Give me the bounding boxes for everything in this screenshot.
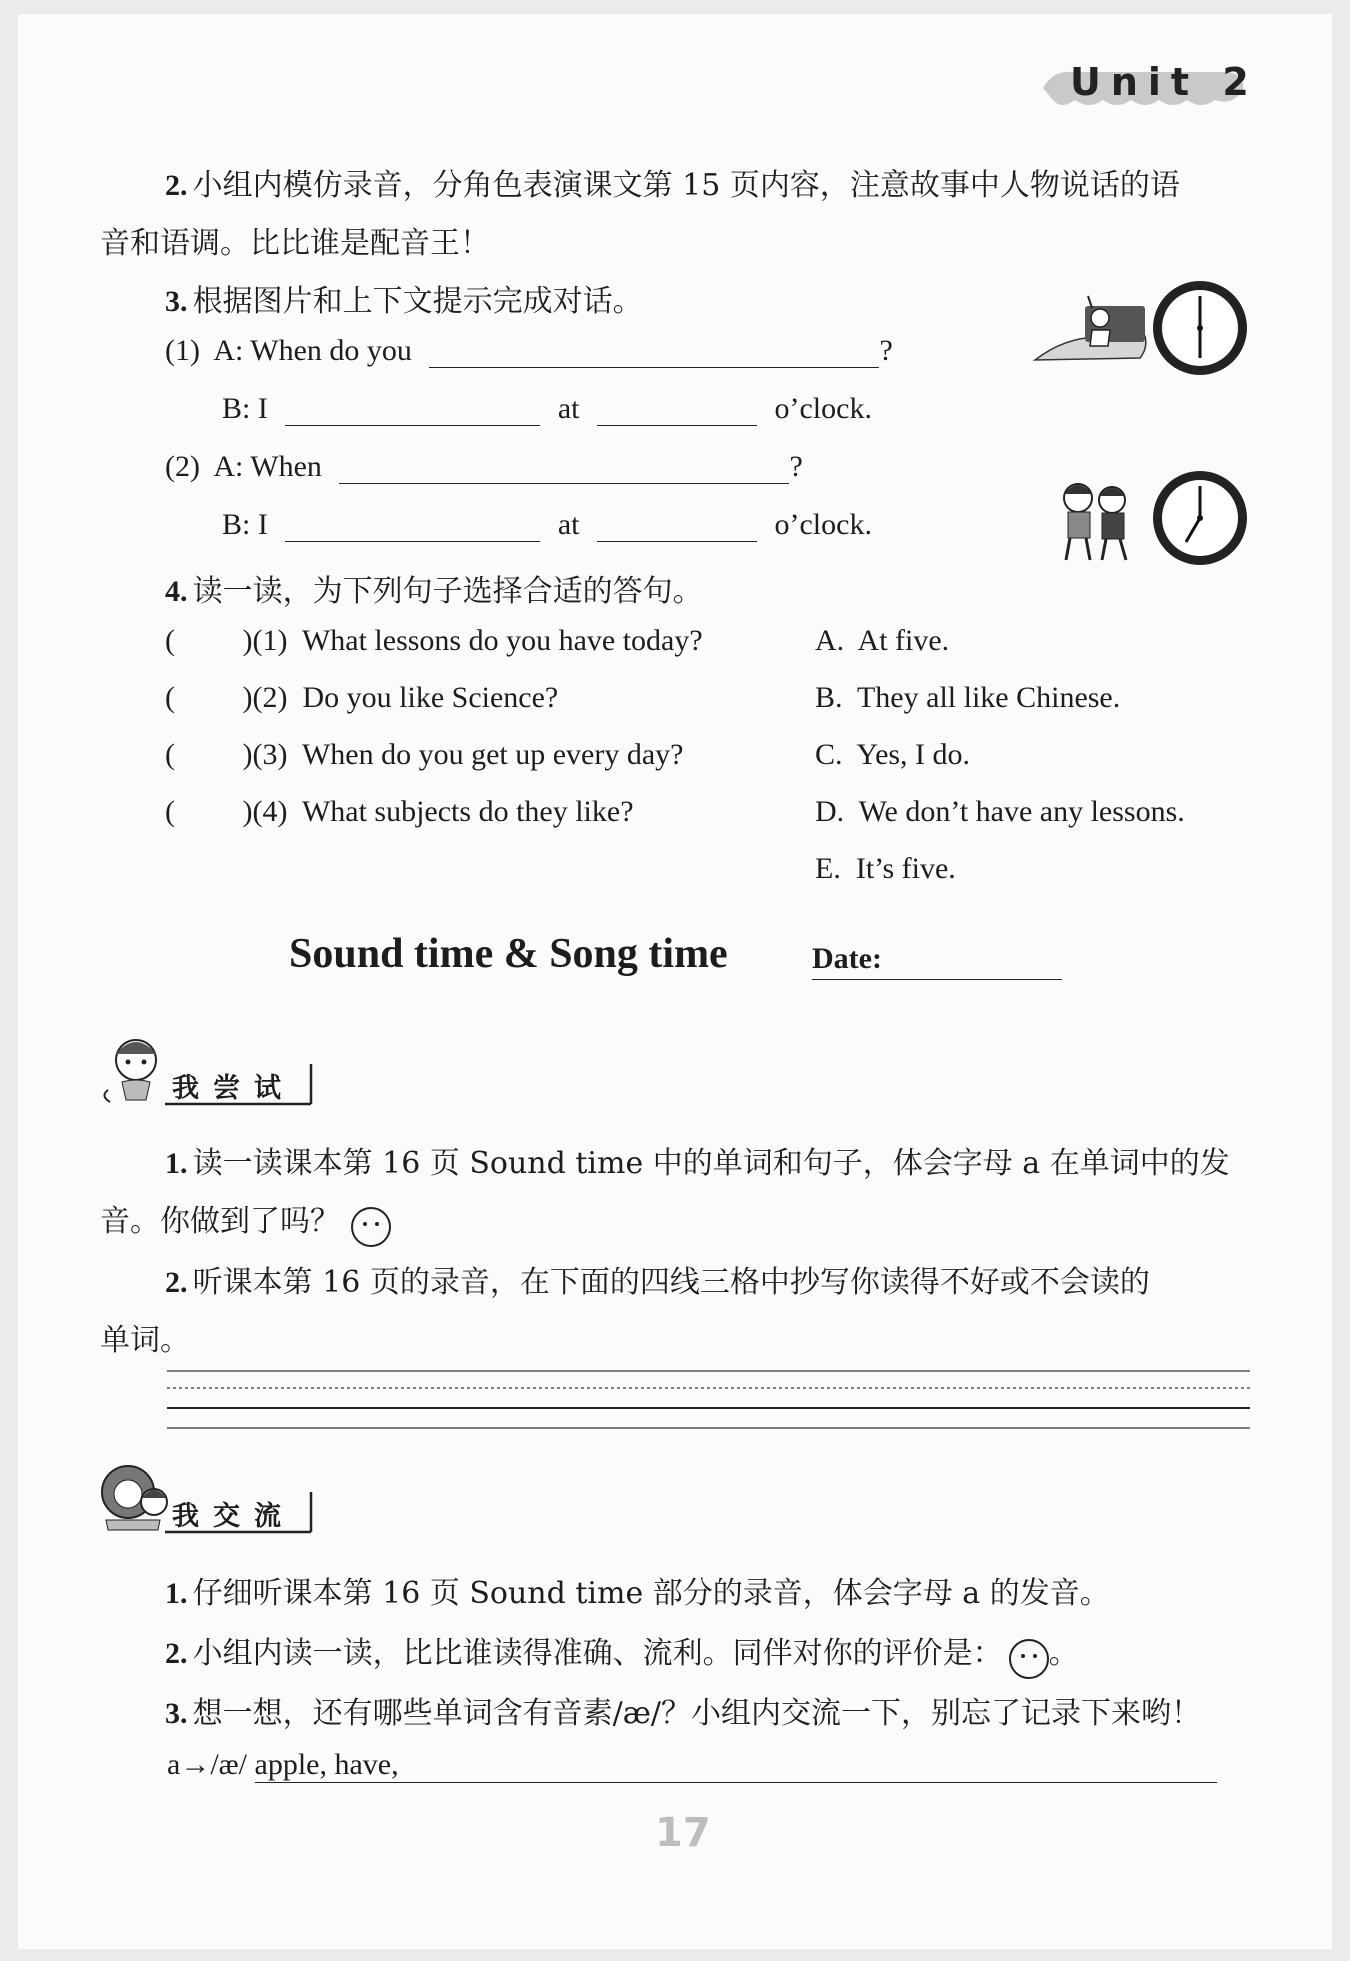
answer-blank[interactable] [597,395,757,426]
share-item-3: 3. 想一想，还有哪些单词含有音素/æ/？小组内交流一下，别忘了记录下来哟！ [165,1696,1202,1731]
answer-option: A. At five. [815,624,950,657]
question-4: 4. 读一读，为下列句子选择合适的答句。 [165,574,703,609]
share-item-1: 1. 仔细听课本第 16 页 Sound time 部分的录音，体会字母 a 的发音。 [165,1576,1110,1611]
try-item-2: 2. 听课本第 16 页的录音，在下面的四线三格中抄写你读得不好或不会读的 [165,1265,1150,1300]
answer-blank[interactable] [285,395,540,426]
clock-icon [1150,278,1250,378]
try-item-1-cont: 音。你做到了吗？ [100,1196,391,1247]
share-item-4: a→/æ/ apple, have, [167,1748,1217,1783]
unit-label: Unit 2 [1070,60,1259,104]
page-number: 17 [655,1810,711,1856]
date-field[interactable] [812,979,1062,980]
try-badge-label: 我尝试 [172,1073,295,1104]
clock-icon [1150,468,1250,568]
dialogue-1-b: B: I at o’clock. [222,392,872,425]
section-heading: Sound time & Song time [289,931,728,977]
word-record-line[interactable]: apple, have, [255,1748,1217,1783]
share-item-2: 2. 小组内读一读，比比谁读得准确、流利。同伴对你的评价是： 。 [165,1628,1079,1679]
match-question: ( )(1) What lessons do you have today? [165,624,703,657]
smiley-face-icon[interactable] [1009,1639,1049,1679]
try-item-1: 1. 读一读课本第 16 页 Sound time 中的单词和句子，体会字母 a 在单词中的发 [165,1146,1230,1181]
match-question: ( )(2) Do you like Science? [165,681,559,714]
answer-blank[interactable] [339,453,789,484]
question-2-text-cont: 音和语调。比比谁是配音王！ [100,226,490,261]
date-label: Date: [812,942,882,975]
dialogue-1-a: (1) A: When do you ? [165,334,893,367]
match-question: ( )(3) When do you get up every day? [165,738,684,771]
try-item-2-cont: 单词。 [100,1323,190,1358]
answer-option: B. They all like Chinese. [815,681,1121,714]
question-4-text: 读一读，为下列句子选择合适的答句。 [192,574,703,609]
share-badge-label: 我交流 [172,1501,295,1532]
question-2-text: 小组内模仿录音，分角色表演课文第 15 页内容，注意故事中人物说话的语 [192,168,1180,203]
question-2: 2. 小组内模仿录音，分角色表演课文第 15 页内容，注意故事中人物说话的语 [165,168,1180,203]
smiley-face-icon[interactable] [351,1207,391,1247]
answer-option: E. It’s five. [815,852,956,885]
four-line-writing-grid[interactable] [167,1366,1250,1436]
answer-blank[interactable] [429,337,879,368]
answer-option: D. We don’t have any lessons. [815,795,1185,828]
dialogue-2-a: (2) A: When ? [165,450,803,483]
question-3: 3. 根据图片和上下文提示完成对话。 [165,284,643,319]
match-question: ( )(4) What subjects do they like? [165,795,634,828]
answer-blank[interactable] [285,511,540,542]
answer-option: C. Yes, I do. [815,738,971,771]
answer-blank[interactable] [597,511,757,542]
question-3-text: 根据图片和上下文提示完成对话。 [192,284,643,319]
children-walking-illustration [1040,468,1150,568]
dialogue-2-b: B: I at o’clock. [222,508,872,541]
